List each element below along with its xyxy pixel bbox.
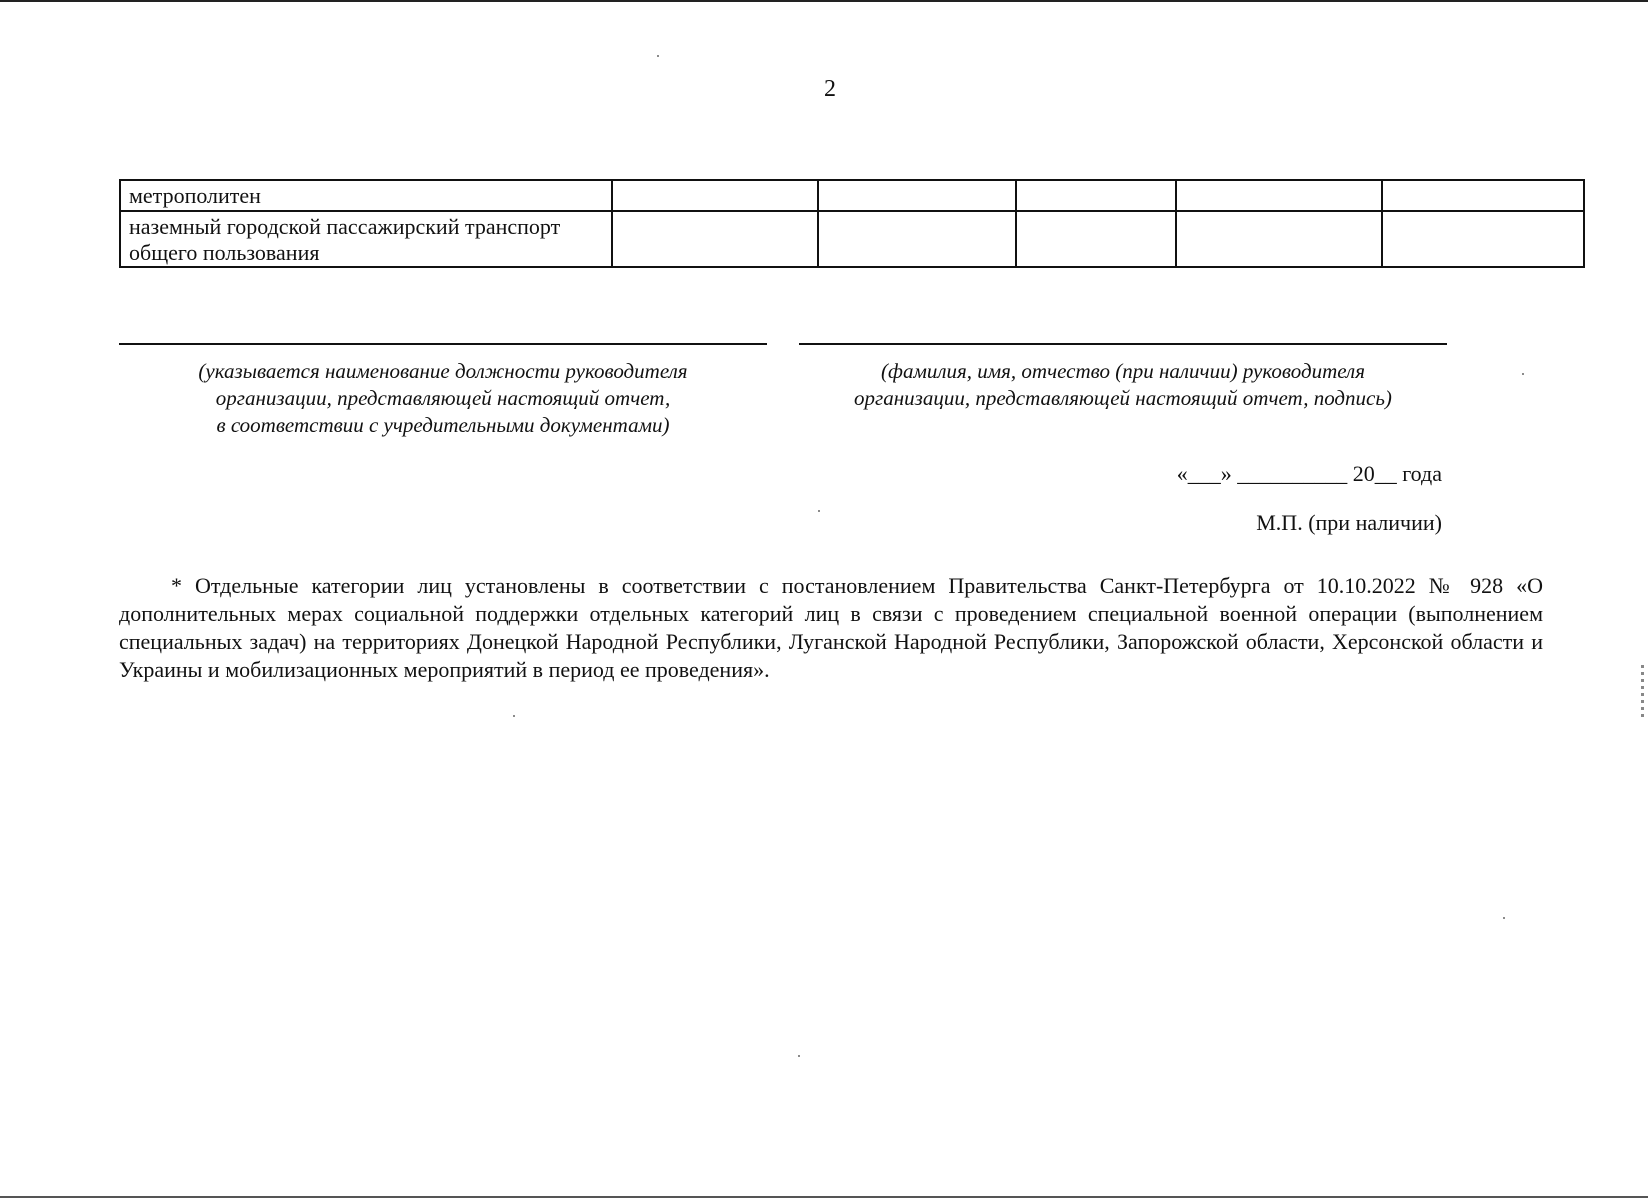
scan-speck xyxy=(798,1055,800,1057)
caption-line: организации, представляющей настоящий отчет, подпись) xyxy=(854,386,1392,410)
table-cell xyxy=(1016,211,1176,267)
row-label xyxy=(120,180,612,211)
scan-bottom-edge xyxy=(0,1196,1648,1198)
name-caption xyxy=(799,358,1447,412)
row-label-line: метрополитен xyxy=(129,183,261,208)
name-signature-line xyxy=(799,343,1447,345)
scan-top-edge xyxy=(0,0,1648,2)
table-cell xyxy=(1176,211,1382,267)
table-cell xyxy=(1382,180,1584,211)
caption-line: (указывается наименование должности руководителя xyxy=(198,359,688,383)
position-signature-line xyxy=(119,343,767,345)
table-cell xyxy=(1382,211,1584,267)
row-label-line: общего пользования xyxy=(129,240,320,265)
caption-line: организации, представляющей настоящий отчет, xyxy=(215,386,671,410)
row-label xyxy=(120,211,612,267)
report-table xyxy=(119,179,1585,268)
table-cell xyxy=(818,180,1016,211)
table-cell xyxy=(612,211,818,267)
date-line: «___» __________ 20__ года xyxy=(1176,461,1442,486)
table-row xyxy=(120,211,1584,267)
footnote: * Отдельные категории лиц установлены в соответствии с постановлением Правительства Санкт-Петербурга от 10.10.2022 № 928 «О дополнительных мерах социальной поддержки отдельных категорий лиц в связи с проведением специальной военной операции (выполнением специальных задач) на территориях Донецкой Народной Республики, Луганской Народной Республики, Запорожской области, Херсонской области и Украины и мобилизационных мероприятий в период ее проведения». xyxy=(119,573,1543,682)
row-label-line: наземный городской пассажирский транспорт xyxy=(129,214,561,239)
table-cell xyxy=(818,211,1016,267)
table-cell xyxy=(612,180,818,211)
caption-line: (фамилия, имя, отчество (при наличии) руководителя xyxy=(881,359,1365,383)
scan-speck xyxy=(513,715,515,717)
scan-speck xyxy=(1522,373,1524,375)
scan-speck xyxy=(1503,917,1505,919)
caption-line: в соответствии с учредительными документами) xyxy=(216,413,670,437)
scan-speck xyxy=(657,55,659,57)
scan-edge-mark xyxy=(1641,665,1644,721)
table-row xyxy=(120,180,1584,211)
table-cell xyxy=(1016,180,1176,211)
position-caption xyxy=(119,358,767,439)
seal-note: М.П. (при наличии) xyxy=(1256,510,1442,535)
table-cell xyxy=(1176,180,1382,211)
scan-speck xyxy=(818,510,820,512)
page-number: 2 xyxy=(824,76,836,102)
